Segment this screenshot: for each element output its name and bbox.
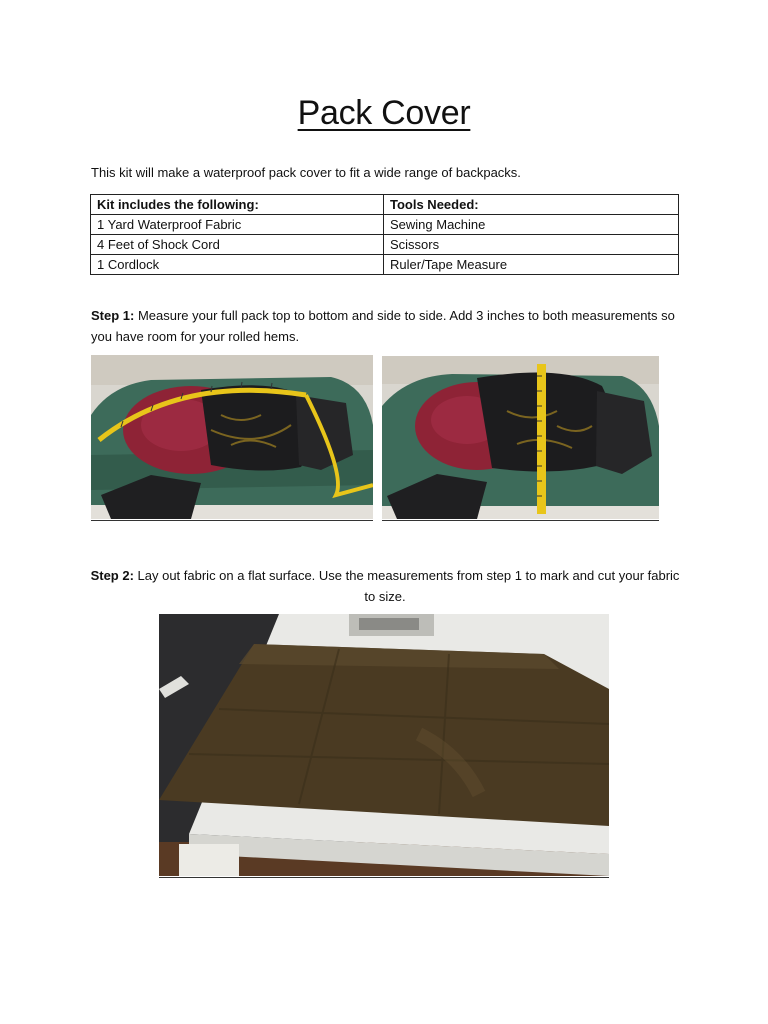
table-cell: 1 Yard Waterproof Fabric [91, 215, 384, 235]
table-header-row [91, 195, 679, 215]
photo-underline [91, 520, 373, 521]
table-cell: 4 Feet of Shock Cord [91, 235, 384, 255]
intro-text: This kit will make a waterproof pack cover to fit a wide range of backpacks. [91, 165, 521, 180]
table-header-tools: Tools Needed: [384, 195, 679, 215]
kit-table [90, 194, 679, 275]
photo-fabric-layout [159, 614, 609, 876]
step-1-body: Measure your full pack top to bottom and side to side. Add 3 inches to both measurements so you have room for your rolled hems. [91, 308, 675, 344]
table-row [91, 235, 679, 255]
page-title: Pack Cover [297, 94, 471, 132]
step-1-label: Step 1: [91, 308, 135, 323]
photo-pack-width-measure [91, 355, 373, 519]
step-1-text [91, 305, 681, 347]
table-row [91, 255, 679, 275]
table-cell: Sewing Machine [384, 215, 679, 235]
photo-underline [159, 877, 609, 878]
photo-pack-height-measure [382, 356, 659, 519]
table-cell: 1 Cordlock [91, 255, 384, 275]
table-row [91, 215, 679, 235]
photo-underline [382, 520, 659, 521]
step-2-body: Lay out fabric on a flat surface. Use the measurements from step 1 to mark and cut your fabric to size. [133, 568, 680, 604]
table-header-kit: Kit includes the following: [91, 195, 384, 215]
table-cell: Scissors [384, 235, 679, 255]
table-cell: Ruler/Tape Measure [384, 255, 679, 275]
step-2-label: Step 2: [90, 568, 134, 583]
step-2-text [88, 565, 682, 607]
